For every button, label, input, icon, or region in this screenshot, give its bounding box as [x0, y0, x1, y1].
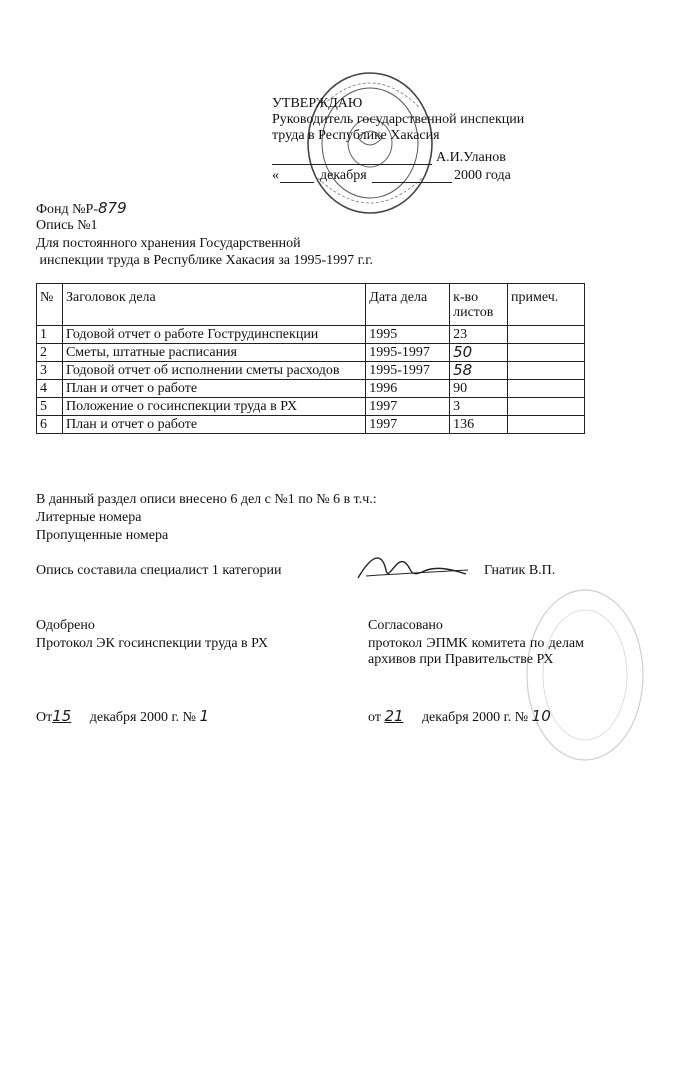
agreed-title: Согласовано — [368, 618, 443, 633]
approval-date-prefix: « — [272, 168, 279, 183]
table-row — [37, 326, 585, 344]
cell-num: 4 — [37, 380, 63, 398]
cell-title: Годовой отчет о работе Гострудинспекции — [62, 326, 365, 344]
cell-title: Положение о госинспекции труда в РХ — [62, 398, 365, 416]
cell-sheets: 50 — [450, 344, 508, 362]
cell-note — [508, 362, 585, 380]
inventory-table — [36, 283, 585, 434]
cell-date: 1997 — [366, 416, 450, 434]
cell-num: 6 — [37, 416, 63, 434]
agreed-body: протокол ЭПМК комитета по делам архивов при Правительстве РХ — [368, 636, 584, 667]
table-row — [37, 416, 585, 434]
cell-date: 1995-1997 — [366, 362, 450, 380]
approved-number: 1 — [199, 707, 210, 725]
cell-date: 1995-1997 — [366, 344, 450, 362]
compiler-name: Гнатик В.П. — [484, 563, 556, 578]
cell-sheets: 3 — [450, 398, 508, 416]
cell-note — [508, 326, 585, 344]
cell-sheets: 90 — [450, 380, 508, 398]
cell-title: План и отчет о работе — [62, 416, 365, 434]
signature-icon — [352, 548, 472, 588]
col-header-date: Дата дела — [366, 284, 450, 326]
approved-date-day: 15 — [52, 707, 72, 725]
fond-line — [36, 200, 127, 218]
approved-date-line — [36, 708, 209, 726]
cell-note — [508, 398, 585, 416]
cell-note — [508, 416, 585, 434]
table-row — [37, 362, 585, 380]
approval-title: УТВЕРЖДАЮ — [272, 96, 363, 111]
table-row — [37, 344, 585, 362]
cell-num: 1 — [37, 326, 63, 344]
table-row — [37, 380, 585, 398]
cell-date: 1997 — [366, 398, 450, 416]
approved-body: Протокол ЭК госинспекции труда в РХ — [36, 636, 269, 651]
approval-date-year: 2000 года — [454, 168, 511, 183]
purpose-line1: Для постоянного хранения Государственной — [36, 236, 301, 251]
opis-number: Опись №1 — [36, 218, 98, 233]
cell-num: 3 — [37, 362, 63, 380]
agreed-date-prefix: от — [368, 710, 381, 725]
agreed-date-rest: декабря 2000 г. № — [421, 710, 529, 725]
col-header-sheets: к-во листов — [450, 284, 508, 326]
fond-number: 879 — [97, 199, 127, 217]
table-header-row — [37, 284, 585, 326]
summary-line3: Пропущенные номера — [36, 528, 169, 543]
cell-title: Годовой отчет об исполнении сметы расходов — [62, 362, 365, 380]
approved-date-prefix: От — [36, 710, 53, 725]
summary-line1: В данный раздел описи внесено 6 дел с №1 по № 6 в т.ч.: — [36, 492, 377, 507]
table-row — [37, 398, 585, 416]
approval-date-blank — [372, 168, 452, 183]
cell-num: 5 — [37, 398, 63, 416]
cell-title: Сметы, штатные расписания — [62, 344, 365, 362]
cell-date: 1995 — [366, 326, 450, 344]
cell-note — [508, 380, 585, 398]
cell-sheets: 136 — [450, 416, 508, 434]
approval-date-month: декабря — [320, 168, 367, 183]
approval-name: А.И.Уланов — [436, 150, 506, 165]
approval-position-line2: труда в Республике Хакасия — [272, 128, 440, 143]
purpose-line2: инспекции труда в Республике Хакасия за 1995-1997 г.г. — [36, 253, 373, 268]
cell-sheets: 23 — [450, 326, 508, 344]
cell-date: 1996 — [366, 380, 450, 398]
cell-sheets: 58 — [450, 362, 508, 380]
fond-label: Фонд №Р- — [36, 202, 98, 217]
agreed-date-day: 21 — [384, 707, 404, 725]
agreed-number: 10 — [531, 707, 551, 725]
col-header-title: Заголовок дела — [62, 284, 365, 326]
summary-line2: Литерные номера — [36, 510, 142, 525]
compiler-text: Опись составила специалист 1 категории — [36, 563, 282, 578]
col-header-note: примеч. — [508, 284, 585, 326]
agreed-date-line — [368, 708, 551, 726]
approval-position-line1: Руководитель государственной инспекции — [272, 112, 525, 127]
approved-title: Одобрено — [36, 618, 95, 633]
cell-note — [508, 344, 585, 362]
cell-title: План и отчет о работе — [62, 380, 365, 398]
approved-date-rest: декабря 2000 г. № — [89, 710, 196, 725]
approval-signature-line — [272, 150, 432, 165]
col-header-number: № — [37, 284, 63, 326]
faint-seal-icon — [520, 585, 650, 765]
cell-num: 2 — [37, 344, 63, 362]
approval-day-blank — [280, 168, 314, 183]
